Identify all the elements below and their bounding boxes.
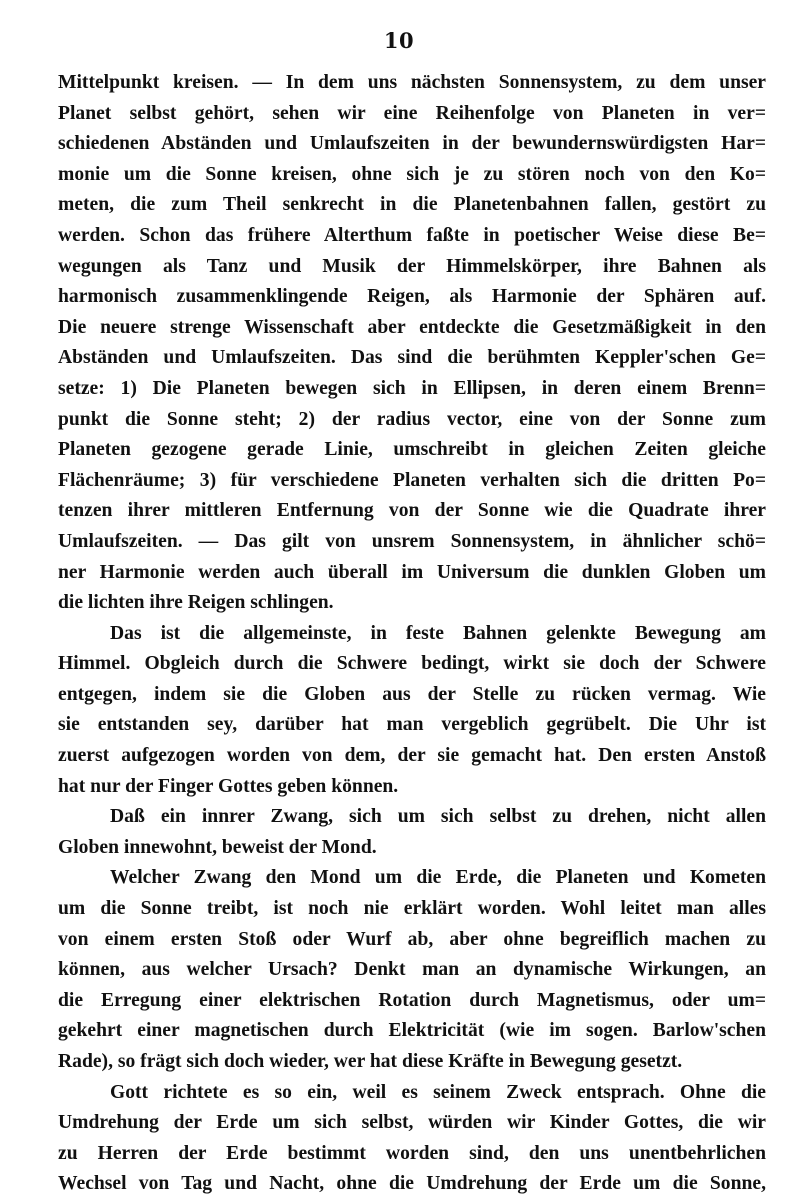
text-line: Abständen und Umlaufszeiten. Das sind die berühmten Keppler'schen Ge= (58, 347, 766, 369)
text-line: Flächenräume; 3) für verschiedene Planeten verhalten sich die dritten Po= (58, 469, 766, 491)
text-line: Planeten gezogene gerade Linie, umschreibt in gleichen Zeiten gleiche (58, 439, 766, 461)
text-line: Welcher Zwang den Mond um die Erde, die Planeten und Kometen (110, 867, 766, 889)
text-line: sie entstanden sey, darüber hat man vergeblich gegrübelt. Die Uhr ist (58, 714, 766, 736)
body-text (58, 68, 766, 1200)
text-line: die lichten ihre Reigen schlingen. (58, 592, 334, 614)
text-line: werden. Schon das frühere Alterthum faßte in poetischer Weise diese Be= (58, 224, 766, 246)
text-line: um die Sonne treibt, ist noch nie erklärt worden. Wohl leitet man alles (58, 898, 766, 920)
text-line: Die neuere strenge Wissenschaft aber entdeckte die Gesetzmäßigkeit in den (58, 316, 766, 338)
text-line: von einem ersten Stoß oder Wurf ab, aber ohne begreiflich machen zu (58, 928, 766, 950)
text-line: Umdrehung der Erde um sich selbst, würden wir Kinder Gottes, die wir (58, 1112, 766, 1134)
text-line: entgegen, indem sie die Globen aus der Stelle zu rücken vermag. Wie (58, 683, 766, 705)
text-line: Wechsel von Tag und Nacht, ohne die Umdrehung der Erde um die Sonne, (58, 1173, 766, 1195)
text-line: Mittelpunkt kreisen. — In dem uns nächsten Sonnensystem, zu dem unser (58, 72, 766, 93)
text-line: gekehrt einer magnetischen durch Elektricität (wie im sogen. Barlow'schen (58, 1020, 766, 1042)
text-line: zu Herren der Erde bestimmt worden sind, den uns unentbehrlichen (58, 1142, 766, 1164)
text-line: meten, die zum Theil senkrecht in die Planetenbahnen fallen, gestört zu (58, 194, 766, 216)
text-line: setze: 1) Die Planeten bewegen sich in Ellipsen, in deren einem Brenn= (58, 377, 766, 399)
text-line: harmonisch zusammenklingende Reigen, als Harmonie der Sphären auf. (58, 286, 766, 308)
text-line: hat nur der Finger Gottes geben können. (58, 775, 399, 797)
text-line: punkt die Sonne steht; 2) der radius vector, eine von der Sonne zum (58, 408, 766, 430)
text-line: Rade), so frägt sich doch wieder, wer hat diese Kräfte in Bewegung gesetzt. (58, 1051, 683, 1072)
text-line: Planet selbst gehört, sehen wir eine Reihenfolge von Planeten in ver= (58, 102, 766, 124)
text-line: die Erregung einer elektrischen Rotation durch Magnetismus, oder um= (58, 989, 766, 1011)
text-line: wegungen als Tanz und Musik der Himmelskörper, ihre Bahnen als (58, 255, 766, 277)
text-line: Gott richtete es so ein, weil es seinem Zweck entsprach. Ohne die (110, 1081, 766, 1103)
text-line: Umlaufszeiten. — Das gilt von unsrem Sonnensystem, in ähnlicher schö= (58, 530, 766, 552)
page-number: 10 (383, 28, 415, 53)
text-line: Himmel. Obgleich durch die Schwere bedingt, wirkt sie doch der Schwere (58, 653, 766, 675)
text-line: monie um die Sonne kreisen, ohne sich je zu stören noch von den Ko= (58, 163, 766, 185)
text-line: können, aus welcher Ursach? Denkt man an dynamische Wirkungen, an (58, 959, 766, 981)
text-line: ner Harmonie werden auch überall im Universum die dunklen Globen um (58, 561, 766, 583)
text-line: Daß ein innrer Zwang, sich um sich selbst zu drehen, nicht allen (110, 806, 766, 828)
text-line: Globen innewohnt, beweist der Mond. (58, 836, 377, 858)
text-line: Das ist die allgemeinste, in feste Bahnen gelenkte Bewegung am (110, 622, 766, 644)
text-line: tenzen ihrer mittleren Entfernung von der Sonne wie die Quadrate ihrer (58, 500, 766, 522)
text-line: schiedenen Abständen und Umlaufszeiten in der bewundernswürdigsten Har= (58, 133, 766, 155)
text-line: zuerst aufgezogen worden von dem, der sie gemacht hat. Den ersten Anstoß (58, 745, 766, 767)
